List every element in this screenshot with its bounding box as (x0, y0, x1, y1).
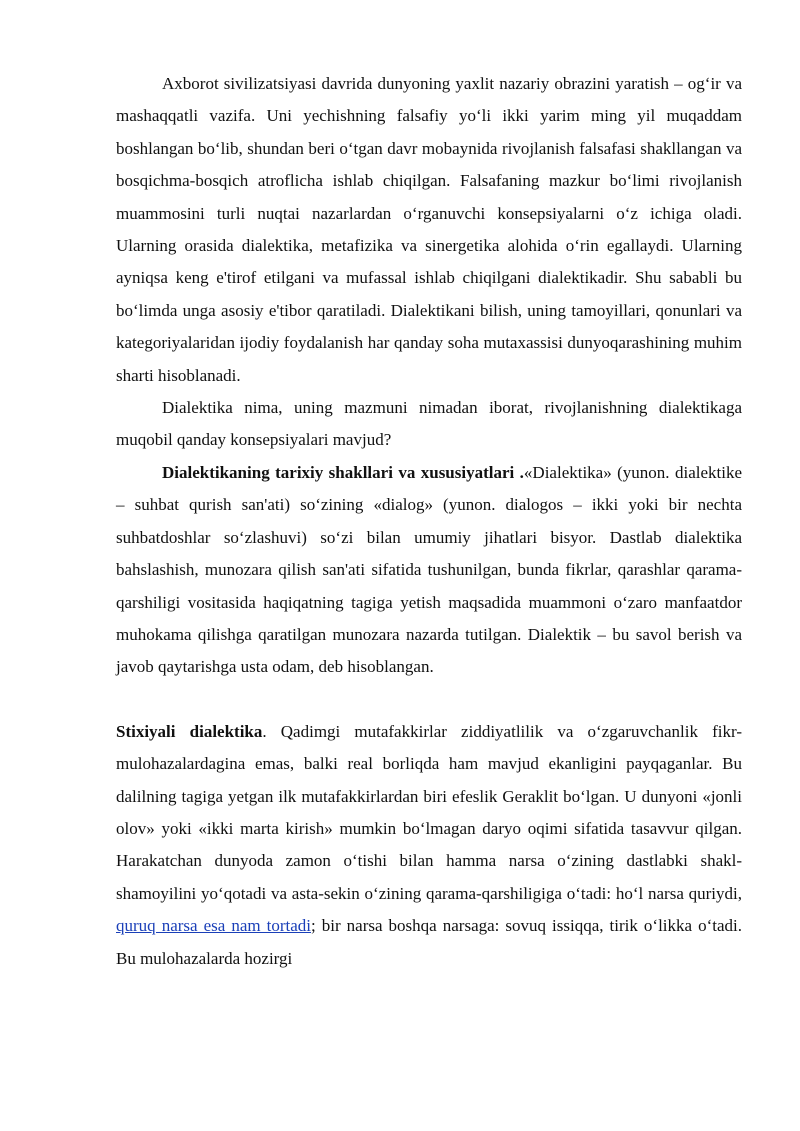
paragraph-spontaneous-text-start: . Qadimgi mutafakkirlar ziddiyatlilik va o‘zgaruvchanlik fikr-mulohazalardagina emas, balki real borliqda ham mavjud ekanligini payqaganlar. Bu dalilning tagiga yetgan ilk mutafakkirlardan biri efeslik Geraklit bo‘lgan. U dunyoni «jonli olov» yoki «ikki marta kirish» mumkin bo‘lmagan daryo oqimi sifatida tasavvur qilgan. Harakatchan dunyoda zamon o‘tishi bilan hamma narsa o‘zining dastlabki shakl-shamoyilini yo‘qotadi va asta-sekin o‘zining qarama-qarshiligiga o‘tadi: ho‘l narsa quriydi, (116, 721, 742, 903)
paragraph-historical-forms (116, 457, 742, 684)
paragraph-historical-forms-text: «Dialektika» (yunon. dialektike – suhbat qurish san'ati) so‘zining «dialog» (yunon. dialogos – ikki yoki bir nechta suhbatdoshlar so‘zlashuvi) so‘zi bilan umumiy jihatlari bisyor. Dastlab dialektika bahslashish, munozara qilish san'ati sifatida tushunilgan, bunda fikrlar, qarashlar qarama-qarshiligi vositasida haqiqatning tagiga yetish maqsadida muammoni o‘zaro manfaatdor muhokama qilishga qaratilgan munozara nazarda tutilgan. Dialektik – bu savol berish va javob qaytarishga usta odam, deb hisoblangan. (116, 462, 742, 677)
paragraph-spontaneous-text-end: ; bir narsa boshqa narsaga: sovuq issiqqa, tirik o‘likka o‘tadi. Bu mulohazalarda hozirgi (116, 916, 742, 968)
paragraph-question: Dialektika nima, uning mazmuni nimadan iborat, rivojlanishning dialektikaga muqobil qanday konsepsiyalari mavjud? (116, 398, 742, 450)
paragraph-intro: Axborot sivilizatsiyasi davrida dunyoning yaxlit nazariy obrazini yaratish – og‘ir va mashaqqatli vazifa. Uni yechishning falsafiy yo‘li ikki yarim ming yil muqaddam boshlangan bo‘lib, shundan beri o‘tgan davr mobaynida rivojlanish falsafasi shakllangan va bosqichma-bosqich atroflicha ishlab chiqilgan. Falsafaning mazkur bo‘limi rivojlanish muammosini turli nuqtai nazarlardan o‘rganuvchi konsepsiyalarni o‘z ichiga oladi. Ularning orasida dialektika, metafizika va sinergetika alohida o‘rin egallaydi. Ularning ayniqsa keng e'tirof etilgani va mufassal ishlab chiqilgani dialektikadir. Shu sababli bu bo‘limda unga asosiy e'tibor qaratiladi. Dialektikani bilish, uning tamoyillari, qonunlari va kategoriyalaridan ijodiy foydalanish har qanday soha mutaxassisi dunyoqarashining muhim sharti hisoblanadi. (116, 74, 742, 385)
document-page (116, 68, 742, 975)
paragraph-spontaneous-dialectics (116, 716, 742, 975)
inline-link[interactable]: quruq narsa esa nam tortadi (116, 916, 311, 936)
section-heading-spontaneous-dialectics: Stixiyali dialektika (116, 721, 263, 741)
section-heading-historical-forms: Dialektikaning tarixiy shakllari va xususiyatlari . (162, 462, 524, 482)
